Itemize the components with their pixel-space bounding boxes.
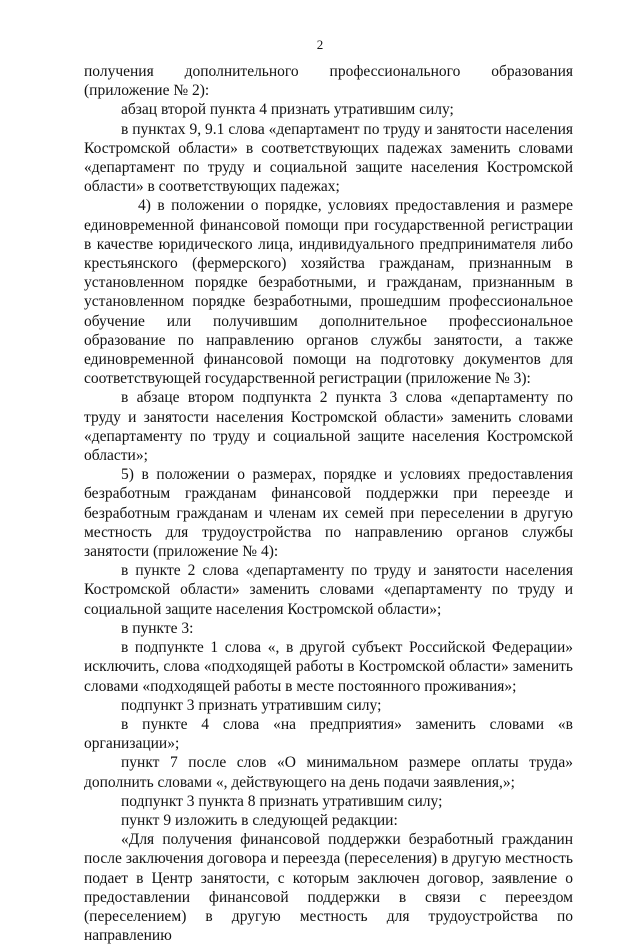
paragraph: в пункте 3: bbox=[121, 619, 194, 637]
paragraph: «Для получения финансовой поддержки безработный гражданин после заключения договора и переезда (переселения) в другую местность подает в Центр занятости, с которым заключен договор, заявление о предоставлении финансовой поддержки в связи с переездом (переселением) в другую местность для трудоустройства по направлению bbox=[84, 831, 573, 945]
paragraph: в абзаце втором подпункта 2 пункта 3 слова «департаменту по труду и занятости населения Костромской области» заменить словами «департаменту по труду и социальной защите населения Костромской области»; bbox=[84, 389, 573, 465]
paragraph: пункт 7 после слов «О минимальном размере оплаты труда» дополнить словами «, действующего на день подачи заявления,»; bbox=[84, 754, 573, 791]
paragraph: 4) в положении о порядке, условиях предоставления и размере единовременной финансовой помощи при государственной регистрации в качестве юридического лица, индивидуального предпринимателя либо крестьянского (фермерского) хозяйства гражданам, признанным в установленном порядке безработными, и гражданам, признанным в установленном порядке безработными, прошедшим профессиональное обучение или получившим дополнительное профессиональное образование по направлению органов службы занятости, а также единовременной финансовой помощи на подготовку документов для соответствующей государственной регистрации (приложение № 3): bbox=[84, 197, 573, 388]
document-body bbox=[84, 62, 573, 945]
paragraph: в подпункте 1 слова «, в другой субъект Российской Федерации» исключить, слова «подходящей работы в Костромской области» заменить словами «подходящей работы в месте постоянного проживания»; bbox=[84, 639, 573, 695]
paragraph: в пункте 4 слова «на предприятия» заменить словами «в организации»; bbox=[84, 715, 573, 753]
paragraph: получения дополнительного профессионального образования (приложение № 2): bbox=[84, 63, 573, 100]
paragraph: 5) в положении о размерах, порядке и условиях предоставления безработным гражданам финансовой поддержки при переезде и безработным гражданам и членам их семей при переселении в другую местность для трудоустройства по направлению органов службы занятости (приложение № 4): bbox=[84, 466, 573, 561]
paragraph: в пункте 2 слова «департаменту по труду и занятости населения Костромской области» заменить словами «департаменту по труду и социальной защите населения Костромской области»; bbox=[84, 562, 573, 618]
paragraph: в пунктах 9, 9.1 слова «департамент по труду и занятости населения Костромской области» в соответствующих падежах заменить словами «департамент по труду и социальной защите населения Костромской области» в соответствующих падежах; bbox=[84, 120, 573, 196]
paragraph: абзац второй пункта 4 признать утратившим силу; bbox=[121, 101, 454, 119]
paragraph: подпункт 3 признать утратившим силу; bbox=[121, 696, 382, 714]
page-number: 2 bbox=[316, 37, 324, 52]
paragraph: подпункт 3 пункта 8 признать утратившим силу; bbox=[121, 792, 443, 810]
paragraph: пункт 9 изложить в следующей редакции: bbox=[121, 811, 398, 829]
